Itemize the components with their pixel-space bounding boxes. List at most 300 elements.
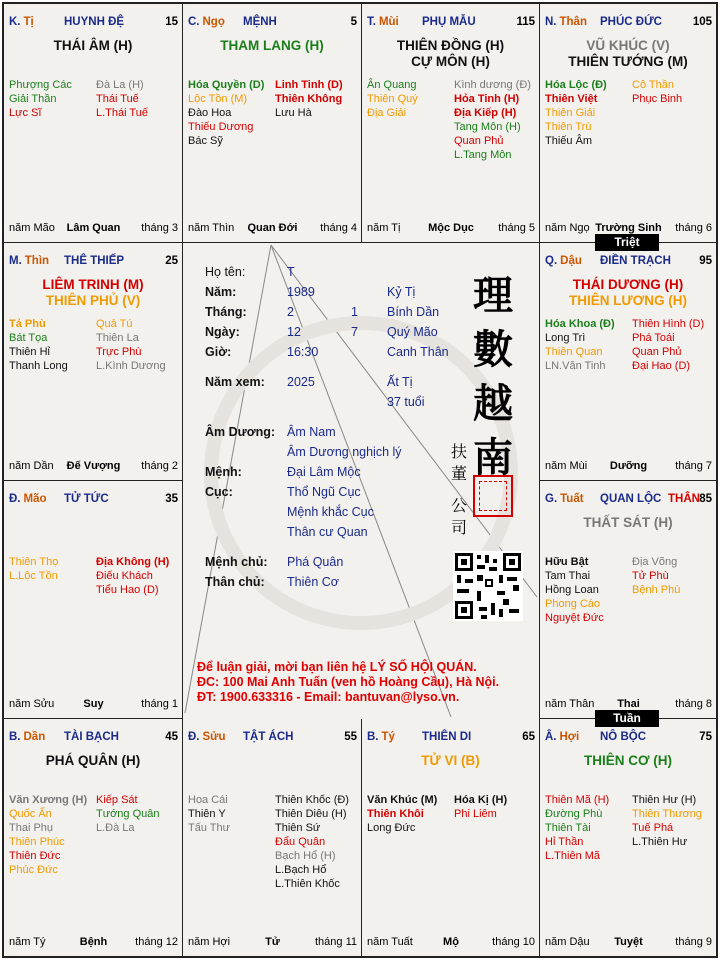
minor-star: Thiên Sứ bbox=[275, 822, 321, 834]
palace-month: tháng 12 bbox=[135, 936, 178, 948]
major-stars bbox=[540, 277, 716, 309]
thang-am-lich: 1 bbox=[351, 305, 358, 319]
menh-chu-label: Mệnh chủ: bbox=[205, 555, 268, 569]
minor-star: Thiên Khôi bbox=[367, 808, 424, 820]
palace-year: năm Tị bbox=[367, 222, 401, 234]
palace-branch: Tị bbox=[23, 16, 34, 28]
minor-stars-right bbox=[96, 555, 169, 597]
minor-star: Hóa Quyền (D) bbox=[188, 79, 265, 91]
minor-star: Tả Phù bbox=[9, 318, 46, 330]
palace-year: năm Mão bbox=[9, 222, 55, 234]
palace-footer bbox=[9, 936, 178, 950]
minor-star: Đại Hao (D) bbox=[632, 360, 691, 372]
palace-dien-trach[interactable] bbox=[539, 242, 717, 481]
minor-star: Bạch Hổ (H) bbox=[275, 850, 336, 862]
palace-name: TÀI BẠCH bbox=[64, 731, 119, 743]
minor-stars-left bbox=[367, 78, 418, 120]
palace-prefix: C. bbox=[188, 16, 200, 28]
palace-stage: Tử bbox=[265, 936, 280, 948]
palace-stage: Tuyệt bbox=[614, 936, 643, 948]
palace-prefix: N. bbox=[545, 16, 557, 28]
palace-year: năm Thân bbox=[545, 698, 595, 710]
palace-footer bbox=[367, 936, 535, 950]
triet-marker: Triệt bbox=[595, 234, 659, 251]
major-star: THIÊN LƯƠNG (H) bbox=[569, 293, 687, 308]
am-duong-value: Âm Nam bbox=[287, 425, 336, 439]
major-stars bbox=[4, 753, 182, 769]
cuc-note-1: Mệnh khắc Cục bbox=[287, 505, 374, 519]
contact-block bbox=[197, 660, 499, 705]
major-stars bbox=[362, 753, 539, 769]
minor-star: Hồng Loan bbox=[545, 584, 599, 596]
contact-line-1: Để luận giải, mời bạn liên hệ LÝ SỐ HỘI QUÁN. bbox=[197, 660, 477, 674]
major-star: CỰ MÔN (H) bbox=[411, 54, 490, 69]
minor-star: Thiên Trù bbox=[545, 121, 592, 133]
palace-thien-di[interactable] bbox=[361, 718, 540, 957]
calligraphy-small-1: 扶 bbox=[451, 442, 468, 461]
major-star: THIÊN CƠ (H) bbox=[583, 753, 672, 768]
minor-star: Nguyệt Đức bbox=[545, 612, 604, 624]
minor-stars-left bbox=[9, 317, 68, 373]
palace-year: năm Mùi bbox=[545, 460, 588, 472]
major-stars bbox=[4, 38, 182, 54]
palace-huynh-de[interactable] bbox=[3, 3, 183, 243]
minor-star: Kình dương (Đ) bbox=[454, 79, 531, 91]
major-star: THÁI DƯƠNG (H) bbox=[572, 277, 684, 292]
minor-star: Thanh Long bbox=[9, 360, 68, 372]
minor-star: L.Thiên Mã bbox=[545, 850, 601, 862]
minor-star: L.Lộc Tồn bbox=[9, 570, 58, 582]
minor-star: Phượng Các bbox=[9, 79, 72, 91]
minor-stars-left bbox=[367, 793, 437, 835]
minor-star: Thai Phụ bbox=[9, 822, 54, 834]
minor-star: Quốc Ấn bbox=[9, 808, 52, 820]
am-duong-label: Âm Dương: bbox=[205, 425, 276, 439]
minor-star: Thiên Khốc (Đ) bbox=[275, 794, 349, 806]
minor-stars-right bbox=[96, 793, 160, 835]
major-stars bbox=[362, 38, 539, 70]
major-star: THÁI ÂM (H) bbox=[53, 38, 133, 53]
minor-stars-left bbox=[545, 78, 607, 148]
calligraphy-char-2: 數 bbox=[473, 326, 513, 373]
minor-star: L.Thái Tuế bbox=[96, 107, 148, 119]
palace-tu-tuc[interactable] bbox=[3, 480, 183, 719]
minor-star: Thiên Đức bbox=[9, 850, 61, 862]
minor-star: Linh Tinh (D) bbox=[275, 79, 343, 91]
palace-stage: Lâm Quan bbox=[66, 222, 121, 234]
palace-prefix: B. bbox=[367, 731, 379, 743]
thang-label: Tháng: bbox=[205, 305, 247, 319]
minor-star: Thiên Không bbox=[275, 93, 343, 105]
palace-branch: Ngọ bbox=[202, 16, 225, 28]
minor-stars-right bbox=[275, 793, 349, 891]
palace-branch: Dậu bbox=[560, 255, 582, 267]
minor-star: Hoa Cái bbox=[188, 794, 228, 806]
palace-tat-ach[interactable] bbox=[182, 718, 362, 957]
palace-name: NÔ BỘC bbox=[600, 731, 646, 743]
palace-footer bbox=[367, 222, 535, 236]
minor-star: Thiên La bbox=[96, 332, 139, 344]
palace-age: 115 bbox=[516, 16, 535, 28]
minor-stars-right bbox=[632, 317, 704, 373]
palace-header bbox=[9, 493, 178, 509]
palace-header bbox=[188, 16, 357, 32]
palace-prefix: Đ. bbox=[9, 493, 21, 505]
minor-star: Hóa Lộc (Đ) bbox=[545, 79, 607, 91]
palace-stage: Mộ bbox=[443, 936, 459, 948]
minor-star: Phong Cáo bbox=[545, 598, 601, 610]
palace-year: năm Dần bbox=[9, 460, 54, 472]
minor-star: L.Kình Dương bbox=[96, 360, 166, 372]
calligraphy-char-4: 南 bbox=[473, 434, 513, 481]
palace-name: PHÚC ĐỨC bbox=[600, 16, 662, 28]
palace-header bbox=[545, 493, 712, 509]
minor-star: Đường Phù bbox=[545, 808, 603, 820]
minor-star: Tướng Quân bbox=[96, 808, 160, 820]
minor-star: Thiên Giải bbox=[545, 107, 596, 119]
palace-prefix: G. bbox=[545, 493, 558, 505]
palace-name: QUAN LỘC bbox=[600, 493, 662, 505]
major-star: LIÊM TRINH (M) bbox=[42, 277, 144, 292]
qr-code[interactable] bbox=[453, 551, 523, 621]
palace-year: năm Tý bbox=[9, 936, 46, 948]
contact-address: ĐC: 100 Mai Anh Tuấn (ven hồ Hoàng Cầu), Hà Nội. bbox=[197, 675, 500, 689]
minor-star: L.Thiên Hư bbox=[632, 836, 688, 848]
cuc-value: Thổ Ngũ Cục bbox=[287, 485, 361, 499]
minor-star: Quan Phủ bbox=[632, 346, 682, 358]
palace-stage: Suy bbox=[83, 698, 104, 710]
minor-stars-right bbox=[96, 78, 148, 120]
minor-stars-left bbox=[188, 793, 230, 835]
minor-star: Đẩu Quân bbox=[275, 836, 326, 848]
palace-month: tháng 10 bbox=[492, 936, 535, 948]
palace-stage: Dưỡng bbox=[609, 460, 648, 472]
palace-header bbox=[9, 255, 178, 271]
palace-month: tháng 6 bbox=[675, 222, 712, 234]
minor-star: Thiên Mã (H) bbox=[545, 794, 610, 806]
nam-xem-value: 2025 bbox=[287, 375, 315, 389]
palace-footer bbox=[188, 222, 357, 236]
palace-year: năm Hợi bbox=[188, 936, 231, 948]
minor-star: Thiên Hỉ bbox=[9, 346, 50, 358]
palace-tai-bach[interactable] bbox=[3, 718, 183, 957]
minor-star: Thiên Thọ bbox=[9, 556, 59, 568]
minor-stars-right bbox=[632, 555, 680, 597]
minor-star: Tuế Phá bbox=[632, 822, 674, 834]
minor-star: Hữu Bật bbox=[545, 556, 589, 568]
minor-stars-right bbox=[454, 793, 507, 821]
palace-name: PHỤ MẪU bbox=[422, 16, 476, 28]
minor-star: Đà La (H) bbox=[96, 79, 144, 91]
minor-stars-left bbox=[9, 793, 87, 877]
minor-star: Hóa Khoa (Đ) bbox=[545, 318, 615, 330]
menh-value: Đại Lâm Mộc bbox=[287, 465, 361, 479]
major-stars bbox=[4, 277, 182, 309]
palace-footer bbox=[9, 222, 178, 236]
palace-prefix: Â. bbox=[545, 731, 557, 743]
minor-star: Bác Sỹ bbox=[188, 135, 223, 147]
minor-star: Bệnh Phù bbox=[632, 584, 681, 596]
minor-star: L.Đà La bbox=[96, 822, 135, 834]
palace-stage: Trường Sinh bbox=[595, 222, 662, 234]
palace-prefix: M. bbox=[9, 255, 22, 267]
nam-can-chi: Kỷ Tị bbox=[387, 285, 416, 299]
palace-prefix: Đ. bbox=[188, 731, 200, 743]
palace-phuc-duc[interactable] bbox=[539, 3, 717, 243]
palace-header bbox=[545, 731, 712, 747]
ngay-label: Ngày: bbox=[205, 325, 240, 339]
palace-name: ĐIỀN TRẠCH bbox=[600, 255, 671, 267]
minor-star: Thiên Quý bbox=[367, 93, 418, 105]
minor-star: Thiếu Dương bbox=[188, 121, 254, 133]
palace-stage: Đế Vượng bbox=[66, 460, 121, 472]
major-stars bbox=[540, 515, 716, 531]
palace-month: tháng 5 bbox=[498, 222, 535, 234]
palace-month: tháng 8 bbox=[675, 698, 712, 710]
palace-footer bbox=[9, 698, 178, 712]
palace-month: tháng 2 bbox=[141, 460, 178, 472]
minor-star: L.Thiên Khốc bbox=[275, 878, 340, 890]
minor-star: Thiếu Âm bbox=[545, 135, 593, 147]
menh-chu-value: Phá Quân bbox=[287, 555, 344, 569]
minor-star: Tử Phù bbox=[632, 570, 669, 582]
palace-header bbox=[9, 731, 178, 747]
palace-footer bbox=[545, 460, 712, 474]
palace-branch: Thân bbox=[559, 16, 587, 28]
minor-star: LN.Văn Tinh bbox=[545, 360, 606, 372]
minor-star: Phúc Đức bbox=[9, 864, 58, 876]
gio-can-chi: Canh Thân bbox=[387, 345, 449, 359]
menh-label: Mệnh: bbox=[205, 465, 242, 479]
major-stars bbox=[540, 753, 716, 769]
palace-phu-mau[interactable] bbox=[361, 3, 540, 243]
thang-can-chi: Bính Dần bbox=[387, 305, 440, 319]
minor-star: Văn Khúc (M) bbox=[367, 794, 438, 806]
palace-age: 75 bbox=[699, 731, 712, 743]
palace-age: 65 bbox=[522, 731, 535, 743]
minor-stars-left bbox=[9, 555, 58, 583]
minor-star: Thiên Tài bbox=[545, 822, 591, 834]
minor-star: Thiên Thương bbox=[632, 808, 703, 820]
than-chu-value: Thiên Cơ bbox=[287, 575, 339, 589]
minor-star: Kiếp Sát bbox=[96, 794, 138, 806]
minor-stars-left bbox=[545, 555, 604, 625]
major-star: VŨ KHÚC (V) bbox=[586, 38, 670, 53]
palace-month: tháng 3 bbox=[141, 222, 178, 234]
palace-stage: Thai bbox=[617, 698, 640, 710]
calligraphy-char-3: 越 bbox=[473, 380, 513, 427]
minor-star: Đào Hoa bbox=[188, 107, 232, 119]
palace-quan-loc[interactable] bbox=[539, 480, 717, 719]
minor-star: Long Trì bbox=[545, 332, 586, 344]
minor-star: Thiên Y bbox=[188, 808, 226, 820]
palace-name: TẬT ÁCH bbox=[243, 731, 294, 743]
palace-age: 105 bbox=[692, 16, 712, 28]
minor-star: L.Bạch Hổ bbox=[275, 864, 327, 876]
palace-month: tháng 9 bbox=[675, 936, 712, 948]
palace-no-boc[interactable] bbox=[539, 718, 717, 957]
palace-month: tháng 11 bbox=[314, 936, 357, 948]
major-stars bbox=[540, 38, 716, 70]
minor-stars-right bbox=[454, 78, 531, 162]
palace-header bbox=[545, 16, 712, 32]
major-stars bbox=[183, 38, 361, 54]
hoten-value: T bbox=[287, 265, 295, 279]
minor-star: Địa Kiếp (H) bbox=[454, 107, 517, 119]
palace-menh[interactable] bbox=[182, 3, 362, 243]
palace-age: 45 bbox=[165, 731, 178, 743]
palace-branch: Mão bbox=[23, 493, 47, 505]
minor-star: Hỉ Thần bbox=[545, 836, 584, 848]
minor-star: Điếu Khách bbox=[96, 570, 153, 582]
minor-star: Ân Quang bbox=[367, 79, 417, 91]
palace-branch: Tý bbox=[381, 731, 395, 743]
palace-stage: Bệnh bbox=[79, 936, 108, 948]
palace-prefix: T. bbox=[367, 16, 376, 28]
minor-star: Long Đức bbox=[367, 822, 416, 834]
minor-star: Địa Võng bbox=[632, 556, 678, 568]
contact-phone-email[interactable]: ĐT: 1900.633316 - Email: bantuvan@lyso.vn. bbox=[197, 690, 460, 704]
minor-star: Tấu Thư bbox=[188, 822, 231, 834]
palace-header bbox=[367, 16, 535, 32]
nam-xem-can-chi: Ất Tị bbox=[387, 375, 413, 389]
calligraphy-char-1: 理 bbox=[473, 272, 513, 319]
minor-star: Phi Liêm bbox=[454, 808, 497, 820]
minor-star: Thái Tuế bbox=[96, 93, 139, 105]
minor-stars-left bbox=[545, 793, 609, 863]
palace-prefix: Q. bbox=[545, 255, 558, 267]
palace-branch: Sửu bbox=[202, 731, 226, 743]
major-star: THAM LANG (H) bbox=[220, 38, 324, 53]
palace-footer bbox=[545, 936, 712, 950]
minor-star: Tam Thai bbox=[545, 570, 591, 582]
palace-stage: Quan Đới bbox=[247, 222, 298, 234]
palace-branch: Hợi bbox=[559, 731, 580, 743]
palace-prefix: B. bbox=[9, 731, 21, 743]
calligraphy-small-3: 公 bbox=[451, 496, 468, 515]
palace-than-marker: THÂN bbox=[668, 493, 700, 505]
than-chu-label: Thân chủ: bbox=[205, 575, 265, 589]
palace-the-thiep[interactable] bbox=[3, 242, 183, 481]
nam-xem-label: Năm xem: bbox=[205, 375, 265, 389]
minor-stars-right bbox=[275, 78, 343, 120]
palace-month: tháng 4 bbox=[320, 222, 357, 234]
astrology-chart bbox=[2, 2, 718, 958]
cuc-note-2: Thân cư Quan bbox=[287, 525, 368, 539]
nam-value: 1989 bbox=[287, 285, 315, 299]
palace-header bbox=[367, 731, 535, 747]
minor-star: Thiên Hình (D) bbox=[632, 318, 705, 330]
minor-star: Phá Toái bbox=[632, 332, 675, 344]
palace-age: 95 bbox=[699, 255, 712, 267]
minor-star: Tiểu Hao (D) bbox=[96, 584, 159, 596]
minor-stars-right bbox=[632, 793, 702, 849]
hoten-label: Họ tên: bbox=[205, 265, 246, 279]
palace-branch: Tuất bbox=[560, 493, 584, 505]
palace-age: 85 bbox=[699, 493, 712, 505]
palace-prefix: K. bbox=[9, 16, 21, 28]
palace-year: năm Dậu bbox=[545, 936, 590, 948]
tuoi-value: 37 tuổi bbox=[387, 395, 425, 409]
gio-label: Giờ: bbox=[205, 345, 232, 359]
palace-year: năm Sửu bbox=[9, 698, 55, 710]
minor-star: Thiên Diêu (H) bbox=[275, 808, 347, 820]
palace-footer bbox=[188, 936, 357, 950]
minor-star: Lộc Tồn (M) bbox=[188, 93, 248, 105]
palace-name: MỆNH bbox=[243, 16, 277, 28]
calligraphy-small-2: 董 bbox=[451, 464, 468, 483]
palace-age: 5 bbox=[350, 16, 357, 28]
minor-star: Giải Thần bbox=[9, 93, 57, 105]
minor-star: Văn Xương (H) bbox=[9, 794, 88, 806]
minor-stars-left bbox=[545, 317, 615, 373]
palace-age: 15 bbox=[165, 16, 178, 28]
minor-star: Địa Không (H) bbox=[96, 556, 170, 568]
minor-star: Thiên Việt bbox=[545, 93, 598, 105]
palace-month: tháng 7 bbox=[675, 460, 712, 472]
palace-year: năm Thìn bbox=[188, 222, 235, 234]
ngay-am-lich: 7 bbox=[351, 325, 358, 339]
nam-label: Năm: bbox=[205, 285, 237, 299]
minor-stars-right bbox=[96, 317, 166, 373]
palace-age: 35 bbox=[165, 493, 178, 505]
ngay-can-chi: Quý Mão bbox=[387, 325, 438, 339]
am-duong-note: Âm Dương nghịch lý bbox=[287, 445, 402, 459]
red-seal-stamp bbox=[473, 475, 513, 517]
minor-star: Bát Tọa bbox=[9, 332, 48, 344]
palace-stage: Mộc Dục bbox=[428, 222, 474, 234]
palace-branch: Dần bbox=[23, 731, 46, 743]
palace-name: TỬ TỨC bbox=[64, 493, 109, 505]
palace-footer bbox=[9, 460, 178, 474]
tuan-marker: Tuần bbox=[595, 710, 659, 727]
palace-header bbox=[188, 731, 357, 747]
minor-star: Phục Binh bbox=[632, 93, 683, 105]
thang-value: 2 bbox=[287, 305, 294, 319]
palace-age: 25 bbox=[165, 255, 178, 267]
minor-star: Lưu Hà bbox=[275, 107, 312, 119]
minor-star: Trực Phù bbox=[96, 346, 142, 358]
major-star: THIÊN ĐỒNG (H) bbox=[396, 38, 505, 53]
palace-name: HUYNH ĐỆ bbox=[64, 16, 125, 28]
palace-year: năm Tuất bbox=[367, 936, 413, 948]
major-star: TỬ VI (B) bbox=[421, 753, 480, 768]
minor-star: Hóa Kị (H) bbox=[454, 794, 508, 806]
minor-star: Quả Tú bbox=[96, 318, 133, 330]
calligraphy-small-4: 司 bbox=[451, 518, 468, 537]
minor-star: Tang Môn (H) bbox=[454, 121, 521, 133]
minor-star: Quan Phủ bbox=[454, 135, 504, 147]
minor-stars-left bbox=[9, 78, 72, 120]
palace-header bbox=[9, 16, 178, 32]
gio-value: 16:30 bbox=[287, 345, 319, 359]
cuc-label: Cục: bbox=[205, 485, 233, 499]
minor-stars-left bbox=[188, 78, 264, 148]
palace-age: 55 bbox=[344, 731, 357, 743]
major-star: PHÁ QUÂN (H) bbox=[45, 753, 141, 768]
minor-star: Cô Thần bbox=[632, 79, 674, 91]
ngay-value: 12 bbox=[287, 325, 301, 339]
center-info-panel bbox=[183, 243, 539, 719]
minor-star: L.Tang Môn bbox=[454, 149, 512, 161]
palace-name: THÊ THIẾP bbox=[64, 255, 125, 267]
minor-star: Thiên Quan bbox=[545, 346, 603, 358]
palace-month: tháng 1 bbox=[141, 698, 178, 710]
major-star: THIÊN TƯỚNG (M) bbox=[568, 54, 688, 69]
minor-stars-right bbox=[632, 78, 682, 106]
minor-star: Địa Giải bbox=[367, 107, 407, 119]
palace-branch: Thìn bbox=[24, 255, 50, 267]
